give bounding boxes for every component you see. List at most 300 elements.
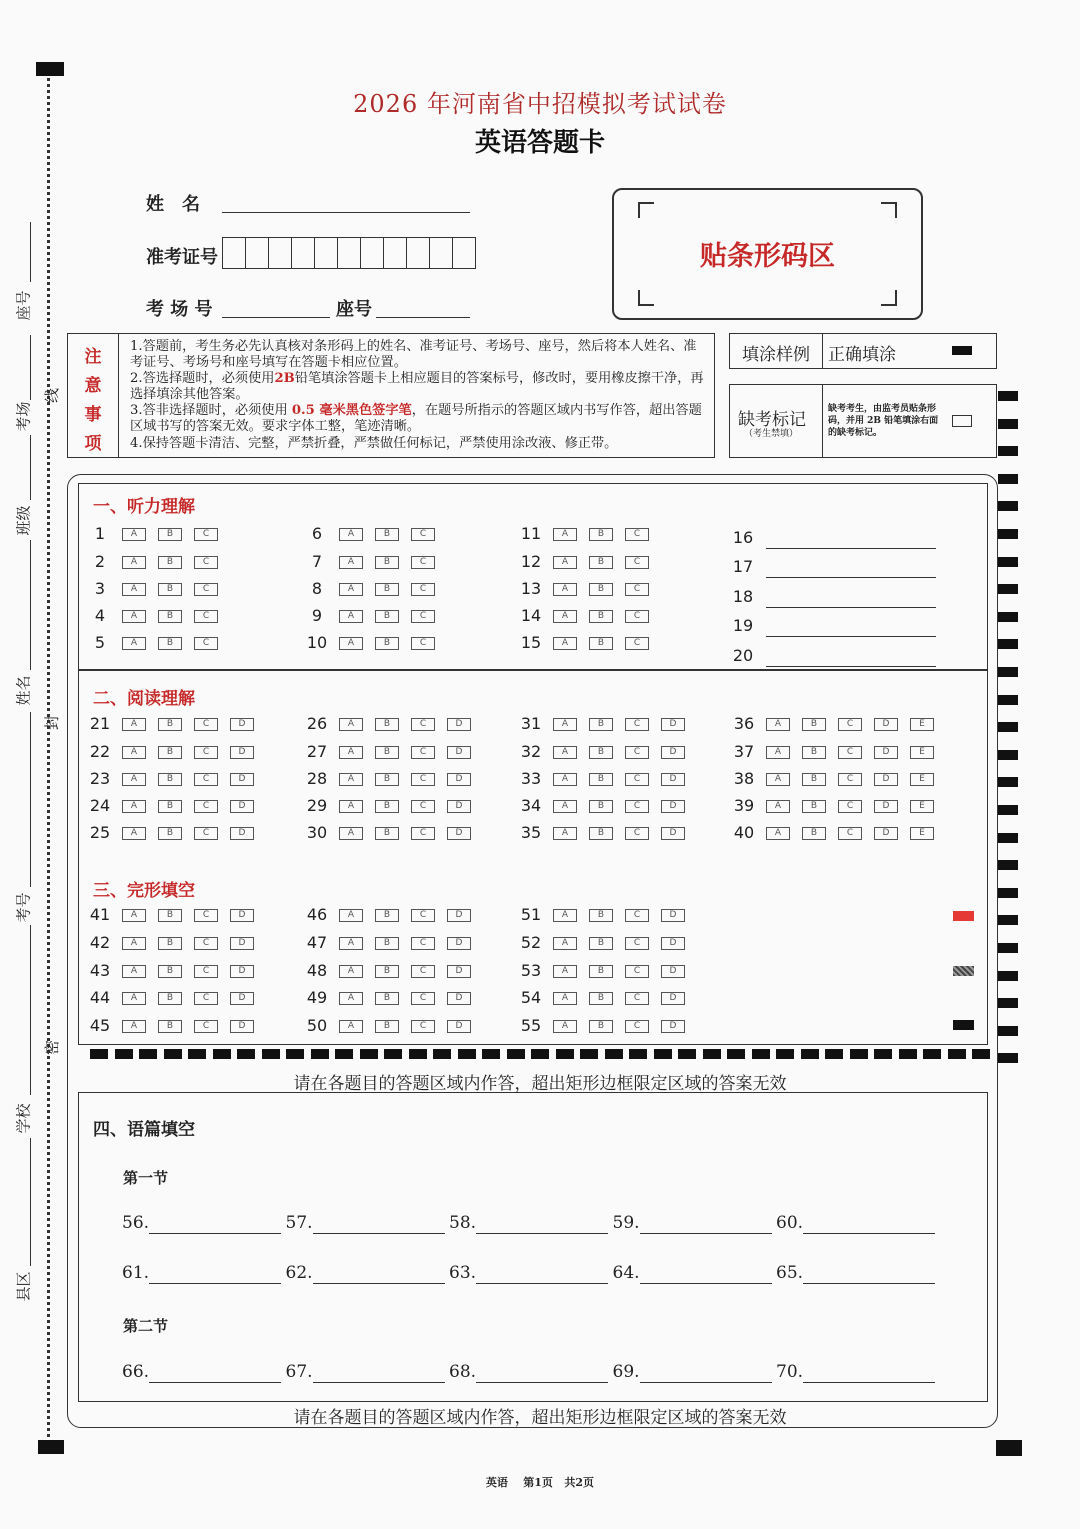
answer-bubble-c[interactable]: C [625,965,649,978]
answer-bubble-a[interactable]: A [122,746,146,759]
answer-bubble-a[interactable]: A [122,992,146,1005]
answer-bubble-b[interactable]: B [375,610,399,623]
answer-bubble-c[interactable]: C [625,556,649,569]
answer-bubble-b[interactable]: B [589,583,613,596]
answer-bubble-b[interactable]: B [802,718,826,731]
answer-bubble-b[interactable]: B [589,937,613,950]
answer-bubble-c[interactable]: C [625,773,649,786]
answer-bubble-a[interactable]: A [339,800,363,813]
answer-bubble-d[interactable]: D [230,773,254,786]
correct-fill-mark [952,346,972,355]
answer-bubble-d[interactable]: D [447,800,471,813]
answer-bubble-b[interactable]: B [589,773,613,786]
question-number: 28 [306,769,328,788]
blank-answer-line[interactable] [766,618,936,637]
question-number: 53 [520,961,542,980]
answer-bubble-e[interactable]: E [910,773,934,786]
answer-bubble-e[interactable]: E [910,800,934,813]
answer-bubble-c[interactable]: C [625,937,649,950]
question-number: 35 [520,823,542,842]
answer-bubble-d[interactable]: D [874,800,898,813]
answer-bubble-a[interactable]: A [122,528,146,541]
answer-bubble-c[interactable]: C [625,528,649,541]
question-number: 45 [89,1016,111,1035]
timing-mark [654,1049,672,1059]
answer-bubble-c[interactable]: C [194,1020,218,1033]
answer-bubble-a[interactable]: A [339,610,363,623]
answer-bubble-a[interactable]: A [339,937,363,950]
answer-bubble-c[interactable]: C [194,637,218,650]
answer-bubble-c[interactable]: C [194,528,218,541]
answer-bubble-e[interactable]: E [910,718,934,731]
blank-answer-line[interactable] [766,648,936,667]
answer-bubble-c[interactable]: C [838,827,862,840]
fill-blank-line[interactable] [149,1364,281,1383]
answer-bubble-a[interactable]: A [553,773,577,786]
answer-bubble-b[interactable]: B [158,773,182,786]
timing-mark [213,1049,231,1059]
fill-blank-line[interactable] [476,1215,608,1234]
answer-bubble-d[interactable]: D [874,773,898,786]
answer-bubble-c[interactable]: C [194,965,218,978]
answer-bubble-b[interactable]: B [802,773,826,786]
answer-bubble-a[interactable]: A [339,528,363,541]
answer-bubble-c[interactable]: C [838,800,862,813]
answer-bubble-a[interactable]: A [766,718,790,731]
answer-bubble-b[interactable]: B [375,992,399,1005]
right-timing-mark [998,529,1018,539]
answer-bubble-a[interactable]: A [766,800,790,813]
fill-blank-line[interactable] [476,1364,608,1383]
answer-bubble-c[interactable]: C [194,773,218,786]
answer-bubble-c[interactable]: C [194,746,218,759]
answer-bubble-b[interactable]: B [158,909,182,922]
right-timing-mark [998,446,1018,456]
answer-bubble-b[interactable]: B [375,746,399,759]
answer-bubble-a[interactable]: A [339,746,363,759]
answer-bubble-d[interactable]: D [661,937,685,950]
answer-bubble-d[interactable]: D [874,718,898,731]
fill-blank-line[interactable] [803,1265,935,1284]
timing-mark [629,1049,647,1059]
answer-bubble-c[interactable]: C [411,610,435,623]
answer-bubble-a[interactable]: A [122,556,146,569]
section2-title: 二、阅读理解 [93,689,195,709]
timing-mark [433,1049,451,1059]
answer-bubble-a[interactable]: A [122,637,146,650]
blank-number: 20 [732,646,754,665]
answer-bubble-b[interactable]: B [375,909,399,922]
answer-bubble-a[interactable]: A [122,965,146,978]
answer-bubble-c[interactable]: C [625,718,649,731]
fill-blank-number: 59. [612,1213,640,1233]
answer-bubble-c[interactable]: C [194,556,218,569]
question-number: 14 [520,606,542,625]
answer-bubble-b[interactable]: B [802,827,826,840]
answer-bubble-c[interactable]: C [838,718,862,731]
answer-bubble-e[interactable]: E [910,746,934,759]
notice-heading-2: 意 [84,376,102,396]
answer-bubble-b[interactable]: B [802,800,826,813]
answer-bubble-a[interactable]: A [122,583,146,596]
question-number: 47 [306,933,328,952]
right-timing-mark [998,1026,1018,1036]
answer-bubble-b[interactable]: B [158,746,182,759]
room-label: 考 场 号 [146,299,213,320]
answer-bubble-d[interactable]: D [447,827,471,840]
answer-bubble-d[interactable]: D [447,937,471,950]
answer-bubble-b[interactable]: B [589,556,613,569]
question-number: 39 [733,796,755,815]
answer-bubble-c[interactable]: C [411,718,435,731]
absent-box [729,384,997,458]
blank-answer-line[interactable] [766,589,936,608]
timing-mark [188,1049,206,1059]
right-timing-mark [998,584,1018,594]
answer-bubble-d[interactable]: D [447,992,471,1005]
answer-bubble-a[interactable]: A [553,528,577,541]
name-field[interactable] [222,190,470,213]
side-fill-line-2 [30,335,31,400]
answer-bubble-c[interactable]: C [625,909,649,922]
question-number: 5 [94,633,106,652]
timing-mark [164,1049,182,1059]
notice-heading-4: 项 [84,434,102,454]
right-timing-mark [998,860,1018,870]
timing-mark [801,1049,819,1059]
answer-bubble-b[interactable]: B [158,556,182,569]
answer-bubble-d[interactable]: D [447,746,471,759]
answer-bubble-c[interactable]: C [625,827,649,840]
answer-bubble-c[interactable]: C [625,1020,649,1033]
timing-mark [703,1049,721,1059]
answer-bubble-d[interactable]: D [661,773,685,786]
answer-bubble-c[interactable]: C [411,1020,435,1033]
question-number: 52 [520,933,542,952]
answer-bubble-d[interactable]: D [447,965,471,978]
answer-bubble-a[interactable]: A [553,610,577,623]
answer-bubble-c[interactable]: C [625,610,649,623]
answer-bubble-b[interactable]: B [589,827,613,840]
blank-number: 18 [732,587,754,606]
fill-blank-line[interactable] [640,1265,772,1284]
question-number: 38 [733,769,755,788]
answer-bubble-d[interactable]: D [230,937,254,950]
answer-bubble-a[interactable]: A [339,556,363,569]
answer-bubble-b[interactable]: B [375,800,399,813]
fill-blank-line[interactable] [313,1215,445,1234]
answer-bubble-a[interactable]: A [553,1020,577,1033]
answer-bubble-a[interactable]: A [339,965,363,978]
answer-bubble-a[interactable]: A [766,773,790,786]
answer-bubble-b[interactable]: B [158,965,182,978]
answer-bubble-a[interactable]: A [553,637,577,650]
answer-bubble-b[interactable]: B [589,637,613,650]
answer-bubble-b[interactable]: B [158,800,182,813]
right-timing-mark [998,557,1018,567]
answer-bubble-c[interactable]: C [411,583,435,596]
answer-bubble-d[interactable]: D [874,827,898,840]
answer-bubble-b[interactable]: B [589,800,613,813]
answer-bubble-d[interactable]: D [230,909,254,922]
answer-bubble-d[interactable]: D [661,992,685,1005]
answer-bubble-b[interactable]: B [589,992,613,1005]
answer-bubble-a[interactable]: A [122,827,146,840]
answer-bubble-c[interactable]: C [411,827,435,840]
answer-bubble-c[interactable]: C [194,610,218,623]
corner-marker-top-left [36,62,64,76]
answer-bubble-d[interactable]: D [661,800,685,813]
answer-bubble-b[interactable]: B [589,718,613,731]
answer-bubble-a[interactable]: A [553,909,577,922]
fill-blank-number: 66. [122,1362,150,1382]
answer-bubble-c[interactable]: C [411,773,435,786]
right-timing-mark [998,1053,1018,1063]
answer-bubble-c[interactable]: C [194,992,218,1005]
question-number: 51 [520,905,542,924]
answer-bubble-a[interactable]: A [339,909,363,922]
notice-item-4: 4.保持答题卡清洁、完整，严禁折叠，严禁做任何标记，严禁使用涂改液、修正带。 [130,435,618,451]
answer-bubble-b[interactable]: B [375,965,399,978]
right-timing-mark [998,777,1018,787]
answer-bubble-c[interactable]: C [838,746,862,759]
side-label-feng: 封 [43,714,62,731]
question-number: 3 [94,579,106,598]
answer-bubble-b[interactable]: B [589,528,613,541]
part2-label: 第二节 [123,1317,169,1335]
answer-bubble-b[interactable]: B [589,746,613,759]
timing-mark [727,1049,745,1059]
footer-total: 共2页 [564,1476,595,1489]
fill-blank-number: 70. [776,1362,804,1382]
answer-bubble-c[interactable]: C [194,718,218,731]
answer-bubble-d[interactable]: D [661,1020,685,1033]
right-timing-mark [998,639,1018,649]
answer-bubble-d[interactable]: D [230,827,254,840]
answer-bubble-a[interactable]: A [122,937,146,950]
answer-bubble-a[interactable]: A [553,992,577,1005]
exam-id-boxes[interactable] [222,237,476,269]
answer-bubble-a[interactable]: A [339,992,363,1005]
answer-bubble-c[interactable]: C [194,909,218,922]
answer-bubble-d[interactable]: D [230,746,254,759]
question-number: 29 [306,796,328,815]
answer-bubble-b[interactable]: B [158,583,182,596]
question-number: 25 [89,823,111,842]
fill-blank-line[interactable] [803,1364,935,1383]
answer-bubble-b[interactable]: B [158,1020,182,1033]
answer-bubble-c[interactable]: C [625,637,649,650]
answer-bubble-b[interactable]: B [158,610,182,623]
timing-mark [850,1049,868,1059]
answer-bubble-b[interactable]: B [375,528,399,541]
answer-bubble-b[interactable]: B [375,827,399,840]
answer-bubble-a[interactable]: A [553,827,577,840]
answer-bubble-a[interactable]: A [339,827,363,840]
section3-title: 三、完形填空 [93,881,195,901]
answer-bubble-a[interactable]: A [339,1020,363,1033]
fill-blank-number: 68. [449,1362,477,1382]
answer-bubble-c[interactable]: C [194,827,218,840]
answer-bubble-d[interactable]: D [447,1020,471,1033]
answer-bubble-a[interactable]: A [553,937,577,950]
answer-bubble-b[interactable]: B [375,583,399,596]
answer-bubble-c[interactable]: C [411,965,435,978]
timing-mark [360,1049,378,1059]
answer-bubble-b[interactable]: B [589,965,613,978]
blank-answer-line[interactable] [766,530,936,549]
answer-bubble-c[interactable]: C [411,528,435,541]
fill-blank-number: 69. [612,1362,640,1382]
answer-bubble-c[interactable]: C [194,583,218,596]
answer-bubble-a[interactable]: A [122,610,146,623]
card-title: 英语答题卡 [474,128,605,158]
question-number: 36 [733,714,755,733]
answer-bubble-a[interactable]: A [766,746,790,759]
answer-bubble-e[interactable]: E [910,827,934,840]
fill-sample-box [729,333,997,369]
answer-bubble-a[interactable]: A [553,965,577,978]
timing-mark [531,1049,549,1059]
answer-bubble-c[interactable]: C [411,746,435,759]
fill-blank-line[interactable] [149,1265,281,1284]
answer-bubble-d[interactable]: D [661,746,685,759]
answer-bubble-b[interactable]: B [375,637,399,650]
warning-text-1: 请在各题目的答题区域内作答，超出矩形边框限定区域的答案无效 [293,1074,787,1094]
answer-bubble-b[interactable]: B [589,610,613,623]
answer-bubble-a[interactable]: A [122,773,146,786]
answer-bubble-c[interactable]: C [625,992,649,1005]
fill-blank-number: 58. [449,1213,477,1233]
absent-label: 缺考标记 [738,410,806,430]
answer-bubble-b[interactable]: B [158,637,182,650]
answer-bubble-c[interactable]: C [194,937,218,950]
question-number: 6 [311,524,323,543]
answer-bubble-d[interactable]: D [230,718,254,731]
absent-note: （考生禁填） [744,429,799,439]
answer-bubble-a[interactable]: A [339,773,363,786]
fill-blank-number: 67. [285,1362,313,1382]
blank-answer-line[interactable] [766,559,936,578]
absent-checkbox[interactable] [952,415,972,427]
answer-bubble-c[interactable]: C [411,909,435,922]
answer-bubble-d[interactable]: D [447,909,471,922]
answer-bubble-a[interactable]: A [553,718,577,731]
answer-bubble-d[interactable]: D [447,773,471,786]
answer-bubble-a[interactable]: A [339,637,363,650]
answer-bubble-d[interactable]: D [230,965,254,978]
question-number: 22 [89,742,111,761]
question-number: 32 [520,742,542,761]
answer-bubble-d[interactable]: D [661,718,685,731]
answer-bubble-c[interactable]: C [625,583,649,596]
answer-bubble-b[interactable]: B [375,773,399,786]
side-label-name: 姓名 [14,675,33,706]
answer-bubble-b[interactable]: B [375,556,399,569]
answer-bubble-c[interactable]: C [625,800,649,813]
room-field[interactable] [222,295,330,318]
answer-bubble-c[interactable]: C [411,637,435,650]
answer-bubble-c[interactable]: C [838,773,862,786]
timing-mark [752,1049,770,1059]
fill-blank-number: 60. [776,1213,804,1233]
answer-bubble-d[interactable]: D [230,1020,254,1033]
answer-bubble-d[interactable]: D [661,909,685,922]
answer-bubble-b[interactable]: B [158,937,182,950]
answer-bubble-b[interactable]: B [375,1020,399,1033]
answer-bubble-a[interactable]: A [122,800,146,813]
answer-bubble-b[interactable]: B [158,827,182,840]
right-timing-mark [998,971,1018,981]
side-label-class: 班级 [14,505,33,536]
answer-bubble-b[interactable]: B [158,528,182,541]
fill-blank-line[interactable] [640,1215,772,1234]
answer-bubble-c[interactable]: C [411,556,435,569]
question-number: 12 [520,552,542,571]
answer-bubble-c[interactable]: C [411,992,435,1005]
seat-field[interactable] [376,295,470,318]
blank-number: 17 [732,557,754,576]
answer-bubble-c[interactable]: C [411,937,435,950]
right-timing-mark [998,750,1018,760]
notice-item-1: 1.答题前，考生务必先认真核对条形码上的姓名、准考证号、考场号、座号，然后将本人姓名、准考证号、考场号和座号填写在答题卡相应位置。 [130,339,697,371]
answer-bubble-a[interactable]: A [766,827,790,840]
answer-bubble-b[interactable]: B [375,937,399,950]
answer-bubble-d[interactable]: D [661,965,685,978]
answer-bubble-a[interactable]: A [553,800,577,813]
answer-bubble-b[interactable]: B [802,746,826,759]
answer-bubble-c[interactable]: C [625,746,649,759]
answer-bubble-d[interactable]: D [874,746,898,759]
fill-blank-line[interactable] [149,1215,281,1234]
timing-mark [115,1049,133,1059]
fill-blank-line[interactable] [640,1364,772,1383]
answer-bubble-b[interactable]: B [158,992,182,1005]
answer-bubble-a[interactable]: A [122,1020,146,1033]
cloze-color-mark-gray [953,966,974,976]
answer-bubble-b[interactable]: B [589,1020,613,1033]
question-number: 50 [306,1016,328,1035]
fill-blank-line[interactable] [313,1265,445,1284]
answer-bubble-a[interactable]: A [553,556,577,569]
timing-mark [90,1049,108,1059]
answer-bubble-c[interactable]: C [194,800,218,813]
answer-bubble-d[interactable]: D [447,718,471,731]
fill-blank-line[interactable] [476,1265,608,1284]
answer-bubble-a[interactable]: A [553,746,577,759]
answer-bubble-d[interactable]: D [230,992,254,1005]
fill-blank-line[interactable] [803,1215,935,1234]
answer-bubble-d[interactable]: D [661,827,685,840]
right-timing-mark [998,998,1018,1008]
section1-title: 一、听力理解 [93,497,195,517]
answer-bubble-a[interactable]: A [553,583,577,596]
answer-bubble-a[interactable]: A [122,718,146,731]
answer-bubble-c[interactable]: C [411,800,435,813]
answer-bubble-a[interactable]: A [339,718,363,731]
right-timing-mark [998,805,1018,815]
timing-mark [384,1049,402,1059]
timing-mark [335,1049,353,1059]
answer-bubble-b[interactable]: B [158,718,182,731]
answer-bubble-a[interactable]: A [122,909,146,922]
fill-blank-line[interactable] [313,1364,445,1383]
answer-bubble-b[interactable]: B [589,909,613,922]
fill-blank-number: 62. [285,1263,313,1283]
answer-bubble-a[interactable]: A [339,583,363,596]
answer-bubble-b[interactable]: B [375,718,399,731]
answer-bubble-d[interactable]: D [230,800,254,813]
